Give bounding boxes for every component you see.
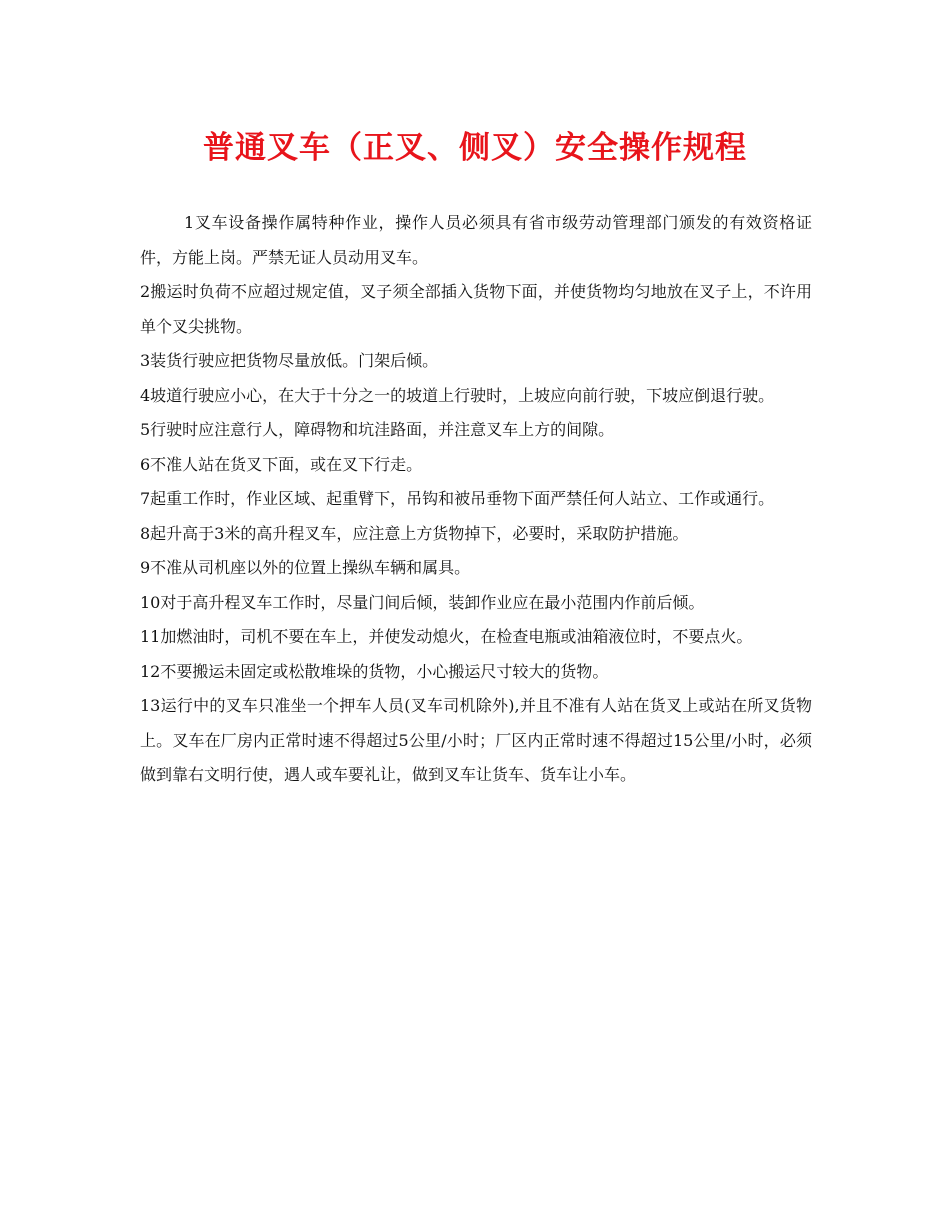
paragraph-12: 12不要搬运未固定或松散堆垛的货物，小心搬运尺寸较大的货物。 xyxy=(140,661,609,681)
paragraph-4: 4坡道行驶应小心，在大于十分之一的坡道上行驶时，上坡应向前行驶，下坡应倒退行驶。 xyxy=(140,385,775,405)
paragraph-11: 11加燃油时，司机不要在车上，并使发动熄火，在检查电瓶或油箱液位时，不要点火。 xyxy=(140,627,753,646)
paragraph-13: 13运行中的叉车只准坐一个押车人员(叉车司机除外),并且不准有人站在货叉上或站在所叉货物上。叉车在厂房内正常时速不得超过5公里/小时；厂区内正常时速不得超过15公里/小时，必须做到靠右文明行使，遇人或车要礼让，做到叉车让货车、货车让小车。 xyxy=(140,696,812,784)
paragraph-1: 1叉车设备操作属特种作业，操作人员必须具有省市级劳动管理部门颁发的有效资格证件，方能上岗。严禁无证人员动用叉车。 xyxy=(140,213,812,267)
paragraph-3: 3装货行驶应把货物尽量放低。门架后倾。 xyxy=(140,351,439,370)
paragraph-8: 8起升高于3米的高升程叉车，应注意上方货物掉下，必要时，采取防护措施。 xyxy=(140,523,689,543)
paragraph-6: 6不准人站在货叉下面，或在叉下行走。 xyxy=(140,454,423,474)
document-body xyxy=(140,206,812,793)
paragraph-2: 2搬运时负荷不应超过规定值，叉子须全部插入货物下面，并使货物均匀地放在叉子上，不许用单个叉尖挑物。 xyxy=(140,282,812,336)
paragraph-9: 9不准从司机座以外的位置上操纵车辆和属具。 xyxy=(140,558,471,577)
paragraph-10: 10对于高升程叉车工作时，尽量门间后倾，装卸作业应在最小范围内作前后倾。 xyxy=(140,592,705,612)
document-title: 普通叉车（正叉、侧叉）安全操作规程 xyxy=(203,130,747,166)
paragraph-7: 7起重工作时，作业区域、起重臂下，吊钩和被吊垂物下面严禁任何人站立、工作或通行。 xyxy=(140,489,775,508)
paragraph-5: 5行驶时应注意行人，障碍物和坑洼路面，并注意叉车上方的间隙。 xyxy=(140,420,615,439)
